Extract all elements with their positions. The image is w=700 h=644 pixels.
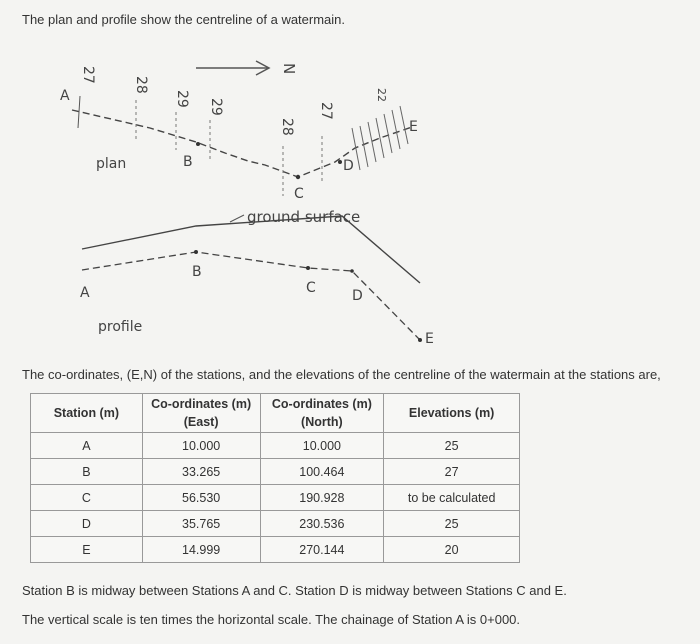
contour-label: 22 [375, 88, 388, 102]
east-cell: 33.265 [142, 459, 260, 485]
contour-label: 28 [279, 118, 295, 136]
station-cell: A [31, 433, 143, 459]
table-header-row [31, 394, 520, 433]
elevation-cell: 20 [384, 537, 520, 563]
station-cell: B [31, 459, 143, 485]
table-row [31, 511, 520, 537]
station-cell: D [31, 511, 143, 537]
elevation-cell: to be calculated [384, 485, 520, 511]
elevation-cell: 25 [384, 511, 520, 537]
station-cell: E [31, 537, 143, 563]
profile-station-e: E [425, 331, 434, 347]
profile-station-a: A [80, 285, 90, 301]
scale-note: The vertical scale is ten times the horizontal scale. The chainage of Station A is 0+000. [22, 612, 521, 627]
table-row [31, 433, 520, 459]
ground-surface-label: ground surface [247, 208, 361, 226]
contour-label: 27 [80, 66, 96, 84]
header-north: Co-ordinates (m) (North) [260, 394, 384, 433]
header-east: Co-ordinates (m) (East) [142, 394, 260, 433]
elevation-cell: 27 [384, 459, 520, 485]
north-arrow [196, 61, 298, 75]
plan-station-e: E [409, 119, 418, 135]
plan-station-c: C [294, 186, 304, 202]
profile-station-c: C [306, 280, 316, 296]
north-cell: 10.000 [260, 433, 384, 459]
stations-table [30, 393, 520, 563]
elevation-cell: 25 [384, 433, 520, 459]
north-cell: 270.144 [260, 537, 384, 563]
table-row [31, 485, 520, 511]
north-cell: 190.928 [260, 485, 384, 511]
coordinates-intro: The co-ordinates, (E,N) of the stations, and the elevations of the centreline of the watermain at the stations are, [22, 367, 661, 382]
table-row [31, 459, 520, 485]
plan-station-b: B [183, 154, 193, 170]
east-cell: 14.999 [142, 537, 260, 563]
profile-station-d: D [352, 288, 363, 304]
header-station: Station (m) [31, 394, 143, 433]
plan-station-a: A [60, 88, 70, 104]
header-elevation: Elevations (m) [384, 394, 520, 433]
east-cell: 35.765 [142, 511, 260, 537]
east-cell: 56.530 [142, 485, 260, 511]
table-row [31, 537, 520, 563]
ground-surface-line [82, 216, 420, 283]
north-cell: 230.536 [260, 511, 384, 537]
plan-view [60, 66, 418, 202]
plan-label: plan [96, 156, 127, 172]
east-cell: 10.000 [142, 433, 260, 459]
midway-note: Station B is midway between Stations A and C. Station D is midway between Stations C and E. [22, 583, 567, 598]
contour-label: 27 [318, 102, 334, 120]
plan-station-d: D [343, 158, 354, 174]
north-label: N [280, 63, 298, 75]
contour-label: 29 [174, 90, 190, 108]
contour-label: 28 [133, 76, 149, 94]
north-cell: 100.464 [260, 459, 384, 485]
profile-view [80, 208, 434, 347]
profile-label: profile [98, 319, 143, 335]
contour-label: 29 [208, 98, 224, 116]
station-cell: C [31, 485, 143, 511]
profile-station-b: B [192, 264, 202, 280]
problem-statement: The plan and profile show the centreline of a watermain. [22, 12, 346, 27]
